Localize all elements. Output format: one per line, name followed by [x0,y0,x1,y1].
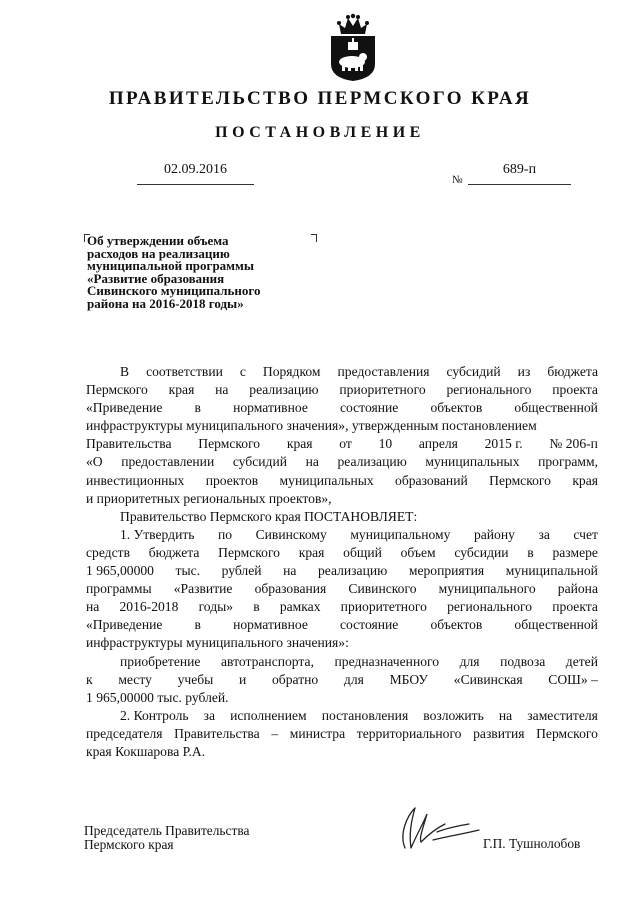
word: «Развитие [173,581,233,597]
word: за [203,707,216,723]
decree-date: 02.09.2016 [164,162,227,177]
subject-line: «Развитие образования [87,270,225,286]
word: соответствии [146,364,223,379]
word: учебы [177,671,214,687]
word: автотранспорта, [221,653,314,669]
word: Пермского [198,436,261,452]
word: края [168,382,195,398]
word: возложить [423,707,484,723]
word: состояние [339,617,399,633]
word: к [86,671,93,687]
word: предоставления [337,364,430,379]
word: Пермского [489,472,551,488]
word: 2. Контроль [120,707,189,723]
word: от [339,436,352,452]
word: и [239,671,247,687]
word: образования [254,581,327,597]
word: по [218,526,233,542]
paragraph-resolves: Правительство Пермского края ПОСТАНОВЛЯЕТ: [120,508,418,524]
word: состояние [339,400,399,416]
word: субсидии [454,544,509,560]
word: в [253,599,260,615]
word: общественной [514,400,598,416]
word: Пермского [86,382,148,398]
subject-line: муниципальной программы [87,258,255,274]
word: бюджета [547,364,598,379]
word: рублей [221,563,262,579]
word: на [498,707,513,723]
word: рамках [279,599,321,615]
number-underline [468,184,571,185]
word: обратно [272,671,319,687]
text-line [86,363,598,381]
word: на [86,599,100,615]
paragraph-item-2 [86,707,598,761]
word: 10 [378,436,393,452]
word: тыс. [175,563,201,579]
word: – [271,725,279,741]
word: образований [395,472,468,488]
word: муниципальному [350,526,451,542]
word: «Приведение [86,617,163,633]
text-line [86,526,598,544]
word: муниципальных [279,472,374,488]
word: подвоза [500,653,546,669]
word: реализацию [317,563,388,579]
word: Правительства [174,725,260,741]
word: программ, [538,454,598,470]
word: МБОУ [389,671,429,687]
text-line: 1 965,00000 тыс. рублей. [86,689,229,705]
text-line [86,544,598,562]
text-line [86,381,598,399]
text-line [86,671,598,689]
word: в [194,617,201,633]
decree-number: 689-п [502,162,537,177]
word: Правительства [86,436,172,452]
subject-line: района на 2016-2018 годы» [87,295,244,311]
word: за [538,526,550,542]
word: инвестиционных [86,472,185,488]
text-line: инфраструктуры муниципального значения», утвержденным постановлением [86,418,537,434]
word: министра [289,725,346,741]
word: № 206-п [549,436,598,452]
word: 1 965,00000 [86,563,154,579]
text-line: и приоритетных региональных проектов», [86,490,332,506]
word: счет [573,526,598,542]
word: регионального [446,382,532,398]
word: СОШ» – [548,671,598,687]
word: Пермского [218,544,280,560]
subject-line: расходов на реализацию [87,245,230,261]
word: нормативное [233,400,308,416]
signer-position [84,824,249,852]
word: объем [400,544,436,560]
word: муниципального [438,581,536,597]
text-line [86,616,598,634]
word: для [343,671,364,687]
word: на [305,454,319,470]
word: приобретение [120,653,201,669]
text-line [86,707,598,725]
word: из [517,364,531,379]
word: муниципальной [505,563,598,579]
word: Сивинскому [255,526,327,542]
word: района [557,581,598,597]
text-line [86,562,598,580]
word: объектов [430,617,483,633]
date-underline [137,184,254,185]
word: 2015 г. [484,436,523,452]
word: общественной [514,617,598,633]
word: Сивинского [348,581,417,597]
word: края [572,472,598,488]
subject-line: Об утверждении объема [87,233,229,248]
decree-subject [87,235,327,311]
signer-position-line: Пермского края [84,837,174,852]
signer-name: Г.П. Тушнолобов [483,836,581,851]
word: размере [552,544,598,560]
word: приоритетного [339,382,426,398]
text-line [86,580,598,598]
word: с [239,364,246,379]
word: месту [118,671,152,687]
signer-position-line: Председатель Правительства [84,823,250,838]
word: реализацию [249,382,319,398]
word: приоритетного [340,599,427,615]
word: края [286,436,313,452]
word: общий [343,544,382,560]
word: в [194,400,201,416]
word: субсидий [446,364,501,379]
paragraph-item-1-detail [86,653,598,707]
word: проекта [552,382,598,398]
word: нормативное [233,617,308,633]
word: предназначенного [334,653,440,669]
handwritten-signature [393,804,485,854]
word: территориального [356,725,462,741]
text-line [86,472,598,490]
text-line [86,453,598,471]
paragraph-preamble [86,363,598,508]
word: субсидий [232,454,287,470]
word: 2016-2018 [119,599,179,615]
word: «О [86,454,103,470]
paragraph-item-1 [86,526,598,653]
document-type: ПОСТАНОВЛЕНИЕ [215,124,425,141]
word: заместителя [527,707,598,723]
word: средств [86,544,130,560]
word: председателя [86,725,163,741]
number-sign: № [452,174,463,186]
word: «Сивинская [453,671,523,687]
word: апреля [418,436,458,452]
word: развития [473,725,525,741]
word: для [459,653,480,669]
word: объектов [430,400,483,416]
word: проекта [552,599,598,615]
word: Порядком [262,364,321,379]
word: В [120,364,130,379]
word: бюджета [148,544,200,560]
word: муниципальных [425,454,520,470]
word: исполнением [230,707,307,723]
subject-line: Сивинского муниципального [87,283,261,299]
text-line [86,653,598,671]
word: годы» [198,599,234,615]
word: Пермского [536,725,598,741]
word: реализацию [337,454,407,470]
text-line [86,598,598,616]
word: «Приведение [86,400,163,416]
word: программы [86,581,152,597]
government-title: ПРАВИТЕЛЬСТВО ПЕРМСКОГО КРАЯ [108,88,532,109]
word: мероприятия [408,563,485,579]
text-line [86,435,598,453]
emblem-crown [337,14,369,34]
word: на [215,382,229,398]
word: постановления [321,707,409,723]
word: в [527,544,534,560]
word: края [298,544,325,560]
word: детей [565,653,598,669]
text-line: инфраструктуры муниципального значения»: [86,635,349,651]
text-line [86,399,598,417]
text-line [86,725,598,743]
perm-krai-emblem-icon [327,12,379,82]
word: регионального [447,599,533,615]
word: району [473,526,515,542]
word: 1. Утвердить [120,526,195,542]
word: предоставлении [121,454,215,470]
word: на [283,563,297,579]
text-line: края Кокшарова Р.А. [86,743,206,759]
word: проектов [205,472,259,488]
decree-body [86,363,598,761]
